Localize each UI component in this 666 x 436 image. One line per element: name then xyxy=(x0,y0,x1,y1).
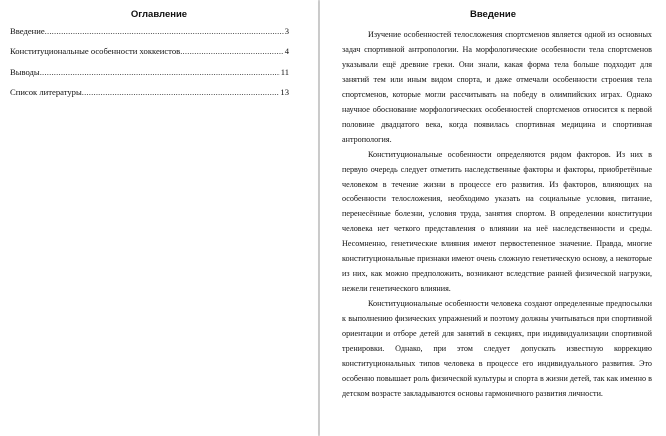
toc-entry-page: 11 xyxy=(280,66,289,77)
paragraph: Конституциональные особенности человека создают определенные предпосылки к выполнению физических упражнений и поэтому должны учитываться при спортивной ориентации и отборе детей для занятий в секциях, при индивидуализации спортивной тренировки. Однако, при этом следует допускать известную коррекцию конституциональных типов человека в процессе его индивидуального развития. Это особенно повышает роль физической культуры и спорта в жизни детей, так как именно в детском возрасте закладываются основы гармоничного развития личности. xyxy=(342,299,652,398)
toc-leader-dots xyxy=(82,88,280,97)
introduction-body xyxy=(342,28,652,402)
toc-entry-conclusions[interactable] xyxy=(10,68,289,77)
page-table-of-contents xyxy=(0,0,318,436)
table-of-contents xyxy=(10,27,289,108)
toc-entry-introduction[interactable] xyxy=(10,27,289,36)
toc-leader-dots xyxy=(40,68,280,77)
paragraph: Конституциональные особенности определяются рядом факторов. Из них в первую очередь следует отметить наследственные факторы и факторы, приобретённые человеком в течение жизни в процессе его развития. Из факторов, влияющих на особенности телосложения, необходимо указать на социальные условия, питание, перенесённые болезни, условия труда, занятия спортом. В определении конституции человека нет четкого представления о влиянии на неё наследственности и среды. Несомненно, генетические влияния имеют первостепенное значение. Правда, многие конституциональные признаки имеют очень сложную генетическую основу, а некоторые из них, как можно предположить, возникают вследствие ранней физической нагрузки, нежели генетического влияния. xyxy=(342,149,652,294)
toc-entry-label: Выводы xyxy=(10,66,40,77)
introduction-title: Введение xyxy=(469,9,517,20)
toc-entry-label: Конституциональные особенности хоккеистов xyxy=(10,46,181,57)
toc-title: Оглавление xyxy=(130,9,188,20)
toc-entry-references[interactable] xyxy=(10,88,289,97)
toc-entry-page: 3 xyxy=(284,26,289,36)
toc-entry-constitutional-features[interactable] xyxy=(10,47,289,56)
toc-entry-page: 4 xyxy=(284,46,289,57)
toc-entry-page: 13 xyxy=(280,86,289,97)
paragraph: Изучение особенностей телосложения спортсменов является одной из основных задач спортивной антропологии. На морфологические особенности тела спортсменов указывали ещё древние греки. Они знали, какая форма тела больше подходит для занятий тем или иным видом спорта, и даже отмечали особенности строения тела спортсменов, которые могли рассчитывать на победу в олимпийских играх. Однако научное обоснование морфологических особенностей спортсменов относится к первой половине двадцатого века, когда появилась спортивная медицина и спортивная антропология. xyxy=(342,30,652,144)
toc-leader-dots xyxy=(45,27,284,36)
page-introduction xyxy=(320,0,666,436)
toc-entry-label: Список литературы xyxy=(10,86,82,97)
toc-leader-dots xyxy=(180,47,284,56)
toc-entry-label: Введение xyxy=(10,26,45,36)
